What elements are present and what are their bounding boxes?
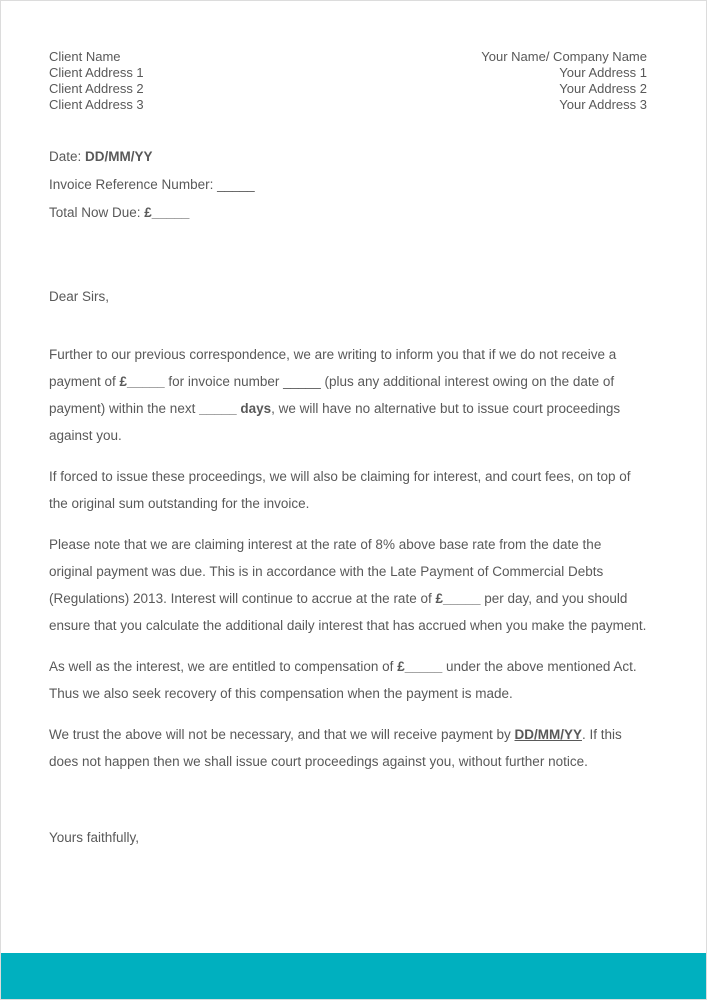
footer-accent-bar: [1, 953, 706, 999]
sender-address-line-2: Your Address 2: [559, 81, 647, 96]
date-line: Date: DD/MM/YY: [49, 149, 153, 164]
letter-details: [49, 150, 647, 220]
recipient-address-line-2: Client Address 2: [49, 81, 144, 96]
recipient-address-block: [49, 49, 144, 113]
paragraph-proceedings-costs: If forced to issue these proceedings, we will also be claiming for interest, and court fees, on top of the original sum outstanding for the invoice.: [49, 469, 631, 511]
recipient-address-line-3: Client Address 3: [49, 97, 144, 112]
invoice-reference-line: Invoice Reference Number: _____: [49, 177, 255, 192]
total-due-line: Total Now Due: £_____: [49, 205, 190, 220]
paragraph-interest-rate: Please note that we are claiming interest at the rate of 8% above base rate from the date the original payment was due. This is in accordance with the Late Payment of Commercial Debts (Regulations) 2013. Interest will continue to accrue at the rate of £_____ per day, and you should ensure that you calculate the additional daily interest that has accrued when you make the payment.: [49, 537, 647, 633]
address-header: [49, 49, 647, 113]
salutation: Dear Sirs,: [49, 289, 110, 304]
paragraph-payment-demand: Further to our previous correspondence, we are writing to inform you that if we do not receive a payment of £_____ for invoice number _____ (plus any additional interest owing on the date of payment) within the next _____ days, we will have no alternative but to issue court proceedings against you.: [49, 347, 621, 443]
letter-content: [1, 1, 706, 846]
recipient-address-line-1: Client Address 1: [49, 65, 144, 80]
sender-name-line: Your Name/ Company Name: [481, 49, 647, 64]
sender-address-line-3: Your Address 3: [559, 97, 647, 112]
sender-address-block: [481, 49, 647, 113]
sender-address-line-1: Your Address 1: [559, 65, 647, 80]
paragraph-compensation: As well as the interest, we are entitled to compensation of £_____ under the above mentioned Act. Thus we also seek recovery of this compensation when the payment is made.: [49, 659, 637, 701]
recipient-name-line: Client Name: [49, 49, 121, 64]
closing-sign-off: Yours faithfully,: [49, 830, 140, 845]
paragraph-final-warning: We trust the above will not be necessary, and that we will receive payment by DD/MM/YY. If this does not happen then we shall issue court proceedings against you, without further notice.: [49, 727, 622, 769]
